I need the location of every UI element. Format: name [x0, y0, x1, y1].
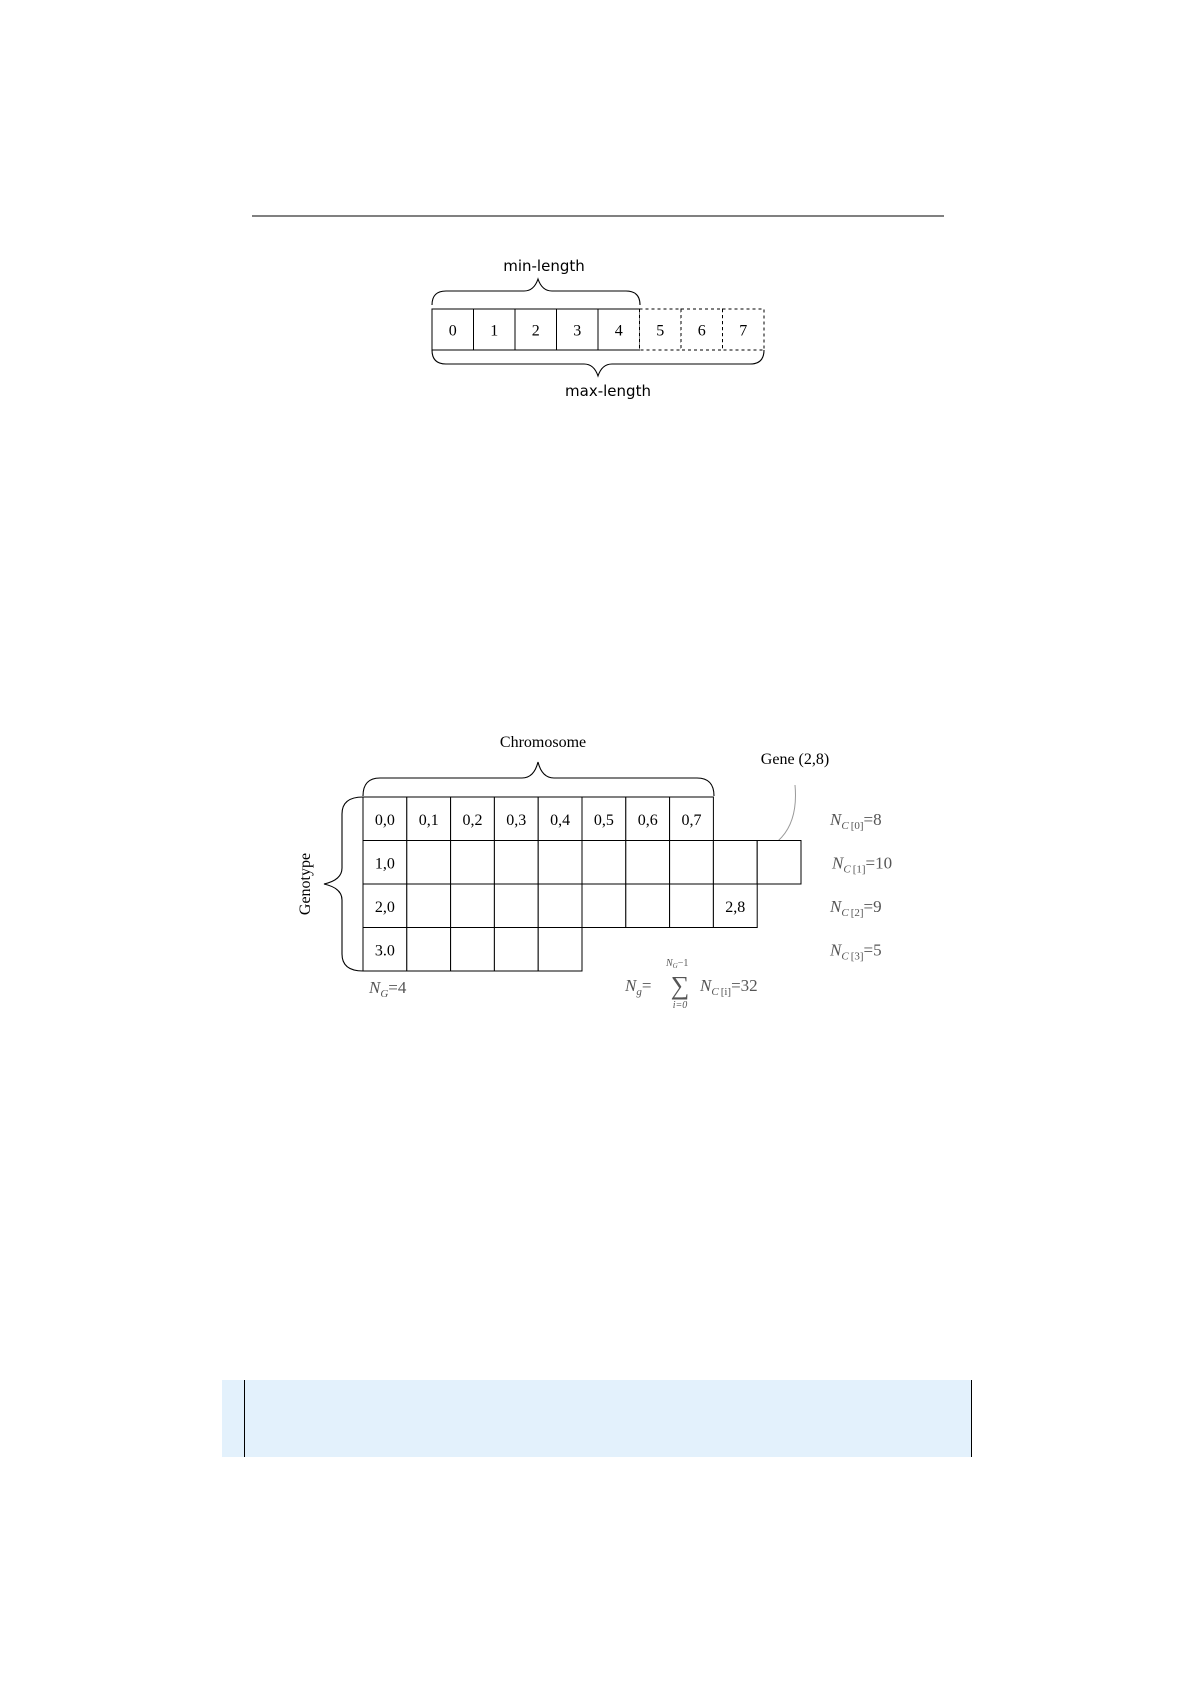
fig2-gene-cell	[494, 884, 538, 928]
fig2-gene-cell	[451, 928, 495, 972]
variable-length-chromosome-figure	[432, 257, 764, 400]
fig2-gene-cell	[538, 841, 582, 885]
fig2-gene-label: 0,0	[374, 811, 395, 829]
fig2-gene-label: 0,4	[550, 811, 571, 829]
min-length-label: min-length	[503, 257, 585, 275]
sum-upper-limit: $N_G-1$	[666, 958, 689, 970]
sum-sign: ∑	[670, 971, 690, 1000]
sum-formula	[624, 958, 758, 1011]
fig1-cell-label: 2	[531, 322, 540, 340]
fig2-gene-label: 0,5	[593, 811, 614, 829]
fig2-gene-cell	[407, 928, 451, 972]
fig1-cell-label: 0	[448, 322, 457, 340]
highlight-box-right-border	[971, 1380, 972, 1457]
fig2-gene-cell	[494, 841, 538, 885]
fig2-gene-label: 0,3	[506, 811, 527, 829]
fig2-gene-label: 3.0	[374, 942, 395, 960]
fig1-cell-label: 3	[573, 322, 582, 340]
genotype-label: Genotype	[297, 852, 314, 916]
chromosome-length-formulas	[829, 810, 892, 963]
fig2-gene-label: 1,0	[374, 855, 395, 873]
nc-formula: $N_C$ [0]=8	[830, 809, 882, 832]
fig2-gene-cell	[582, 841, 626, 885]
fig2-gene-cell	[451, 841, 495, 885]
fig1-cell-label: 6	[697, 322, 706, 340]
fig1-cell-label: 1	[490, 322, 499, 340]
sum-lhs: $N_g=$	[625, 976, 652, 998]
highlight-box	[222, 1380, 972, 1457]
fig2-gene-cell	[626, 841, 670, 885]
fig2-gene-label: 0,6	[637, 811, 658, 829]
chromosome-brace	[363, 762, 714, 796]
fig1-cell-label: 4	[614, 322, 623, 340]
fig2-gene-cell	[407, 884, 451, 928]
fig2-gene-cell	[451, 884, 495, 928]
nc-formula: $N_C$ [1]=10	[832, 853, 893, 876]
gene-label: Gene (2,8)	[760, 751, 830, 768]
chromosome-label: Chromosome	[499, 734, 587, 751]
max-length-brace	[432, 350, 764, 376]
genotype-structure-figure	[297, 734, 892, 1011]
fig2-gene-label: 0,2	[462, 811, 483, 829]
ng-formula: $N_G=4$	[369, 978, 407, 1000]
fig2-gene-cell	[757, 841, 801, 885]
min-length-brace	[432, 279, 640, 305]
fig2-gene-cell	[494, 928, 538, 972]
nc-formula: $N_C$ [2]=9	[830, 896, 882, 919]
fig2-gene-cell	[670, 841, 714, 885]
fig2-gene-cell	[670, 884, 714, 928]
fig2-gene-cell	[582, 884, 626, 928]
sum-lower-limit: i=0	[672, 1000, 688, 1011]
fig2-gene-cell	[626, 884, 670, 928]
fig2-gene-cell	[538, 884, 582, 928]
sum-term: $N_C$ [i]=32	[700, 976, 758, 998]
fig2-gene-cell	[407, 841, 451, 885]
fig2-gene-label: 0,1	[418, 811, 439, 829]
fig2-gene-cell	[713, 841, 757, 885]
fig1-cells	[432, 309, 764, 350]
fig2-cells	[363, 797, 801, 971]
fig1-cell-label: 5	[656, 322, 665, 340]
highlight-box-left-border	[244, 1380, 245, 1457]
fig2-gene-cell	[538, 928, 582, 972]
fig2-gene-label: 2,8	[725, 898, 746, 916]
fig1-cell-label: 7	[739, 322, 748, 340]
nc-formula: $N_C$ [3]=5	[830, 940, 882, 963]
genotype-brace	[324, 797, 363, 971]
fig2-gene-label: 0,7	[681, 811, 702, 829]
fig2-gene-label: 2,0	[374, 898, 395, 916]
max-length-label: max-length	[565, 382, 651, 400]
